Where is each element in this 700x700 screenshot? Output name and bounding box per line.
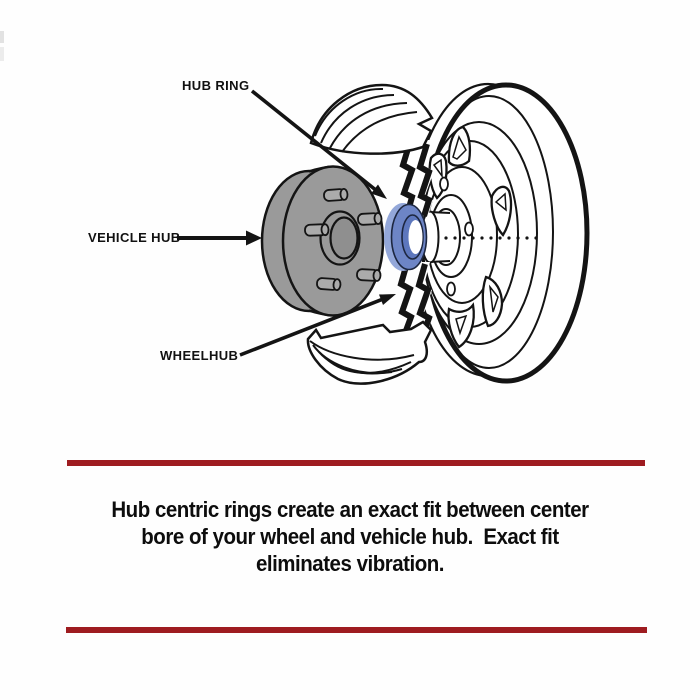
wheel-stud <box>358 213 382 225</box>
vehicle-hub-drawing <box>262 167 383 316</box>
top-divider-rule <box>67 460 645 466</box>
barrel-top-outline <box>311 85 432 154</box>
caption-line-3: eliminates vibration. <box>255 551 445 576</box>
vehicle-hub-label: VEHICLE HUB <box>88 230 181 245</box>
hub-bore <box>331 218 358 259</box>
wheelhub-label: WHEELHUB <box>160 348 239 363</box>
wheel-drawing <box>412 84 587 381</box>
hub-ring-hole <box>409 220 423 254</box>
bottom-divider-rule <box>66 627 647 633</box>
wheel-stud <box>305 224 329 236</box>
barrel-section-bottom <box>308 322 431 384</box>
caption-line-1: Hub centric rings create an exact fit between center <box>111 497 589 522</box>
wheel-stud <box>357 269 381 281</box>
lug-hole <box>465 223 473 236</box>
barrel-section-top <box>311 85 432 154</box>
wheel-stud <box>324 189 348 202</box>
vehicle-hub-arrow <box>177 231 262 246</box>
lug-hole <box>440 178 448 191</box>
caption-line-2: bore of your wheel and vehicle hub. Exact fit <box>141 524 559 549</box>
hub-ring-label: HUB RING <box>182 78 250 93</box>
caption-text <box>25 496 676 577</box>
lug-hole <box>447 283 455 296</box>
hub-ring-drawing <box>384 203 427 271</box>
wheel-stud <box>317 278 341 291</box>
